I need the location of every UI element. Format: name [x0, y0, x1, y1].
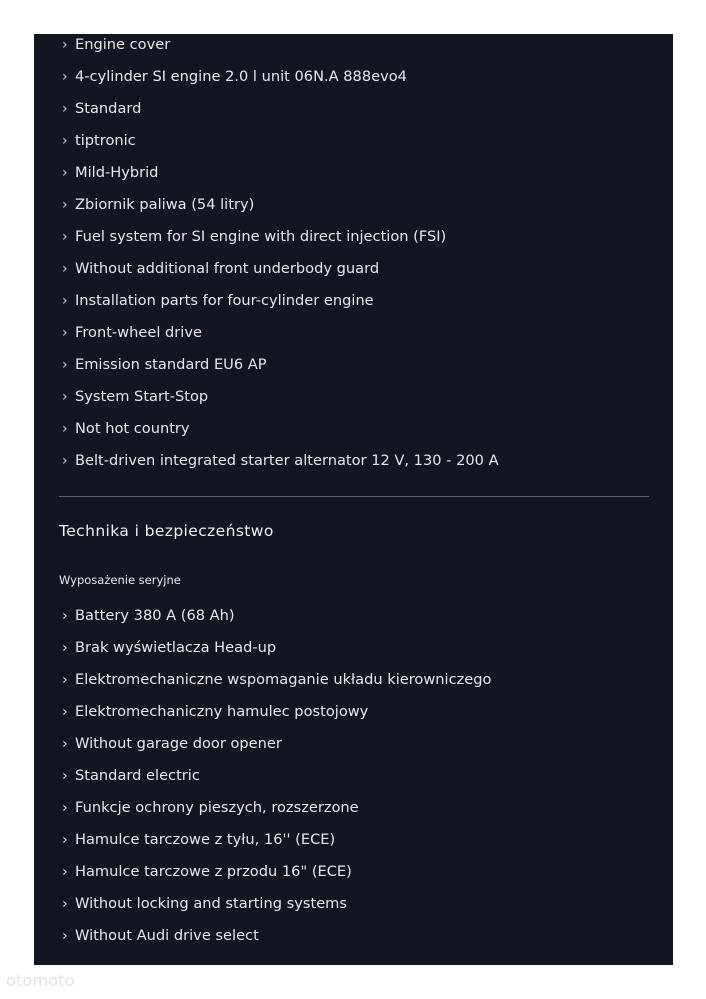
chevron-right-icon: ›	[62, 768, 68, 784]
list-item	[62, 450, 662, 482]
list-item-label: Funkcje ochrony pieszych, rozszerzone	[75, 799, 359, 816]
list-item-label: Without Audi drive select	[75, 927, 259, 944]
list-item-label: Without garage door opener	[75, 735, 282, 752]
chevron-right-icon: ›	[62, 261, 68, 277]
list-item	[62, 98, 662, 130]
list-item	[62, 925, 662, 957]
list-item	[62, 669, 662, 701]
watermark-logo: otomoto	[6, 971, 75, 990]
section-divider	[59, 496, 649, 497]
chevron-right-icon: ›	[62, 736, 68, 752]
list-item	[62, 829, 662, 861]
chevron-right-icon: ›	[62, 197, 68, 213]
list-item	[62, 765, 662, 797]
chevron-right-icon: ›	[62, 800, 68, 816]
list-item	[62, 893, 662, 925]
list-item-label: tiptronic	[75, 132, 136, 149]
chevron-right-icon: ›	[62, 672, 68, 688]
list-item-label: Engine cover	[75, 36, 171, 53]
list-item	[62, 605, 662, 637]
chevron-right-icon: ›	[62, 325, 68, 341]
list-item-label: System Start-Stop	[75, 388, 209, 405]
list-item-label: Not hot country	[75, 420, 190, 437]
list-item-label: Front-wheel drive	[75, 324, 202, 341]
equipment-panel	[34, 34, 673, 965]
list-item	[62, 701, 662, 733]
list-item	[62, 66, 662, 98]
list-item	[62, 418, 662, 450]
tech-equipment-list	[62, 605, 662, 957]
list-item-label: Zbiornik paliwa (54 litry)	[75, 196, 255, 213]
chevron-right-icon: ›	[62, 453, 68, 469]
chevron-right-icon: ›	[62, 37, 68, 53]
engine-equipment-list	[62, 34, 662, 482]
list-item-label: Elektromechaniczny hamulec postojowy	[75, 703, 369, 720]
list-item-label: Mild-Hybrid	[75, 164, 159, 181]
chevron-right-icon: ›	[62, 357, 68, 373]
list-item-label: Hamulce tarczowe z przodu 16" (ECE)	[75, 863, 352, 880]
chevron-right-icon: ›	[62, 896, 68, 912]
list-item	[62, 861, 662, 893]
list-item	[62, 258, 662, 290]
chevron-right-icon: ›	[62, 293, 68, 309]
list-item	[62, 322, 662, 354]
list-item	[62, 290, 662, 322]
list-item	[62, 194, 662, 226]
list-item-label: Standard	[75, 100, 142, 117]
list-item-label: 4-cylinder SI engine 2.0 l unit 06N.A 888evo4	[75, 68, 407, 85]
chevron-right-icon: ›	[62, 101, 68, 117]
subsection-label: Wyposażenie seryjne	[59, 573, 181, 587]
chevron-right-icon: ›	[62, 133, 68, 149]
chevron-right-icon: ›	[62, 69, 68, 85]
list-item	[62, 34, 662, 66]
list-item-label: Elektromechaniczne wspomaganie układu kierowniczego	[75, 671, 492, 688]
list-item-label: Brak wyświetlacza Head-up	[75, 639, 277, 656]
chevron-right-icon: ›	[62, 229, 68, 245]
list-item	[62, 733, 662, 765]
list-item-label: Emission standard EU6 AP	[75, 356, 267, 373]
chevron-right-icon: ›	[62, 165, 68, 181]
list-item	[62, 226, 662, 258]
list-item	[62, 797, 662, 829]
chevron-right-icon: ›	[62, 832, 68, 848]
chevron-right-icon: ›	[62, 421, 68, 437]
chevron-right-icon: ›	[62, 389, 68, 405]
list-item	[62, 386, 662, 418]
chevron-right-icon: ›	[62, 608, 68, 624]
list-item-label: Battery 380 A (68 Ah)	[75, 607, 235, 624]
chevron-right-icon: ›	[62, 928, 68, 944]
chevron-right-icon: ›	[62, 640, 68, 656]
list-item-label: Without locking and starting systems	[75, 895, 347, 912]
list-item-label: Fuel system for SI engine with direct injection (FSI)	[75, 228, 447, 245]
list-item-label: Belt-driven integrated starter alternator 12 V, 130 - 200 A	[75, 452, 499, 469]
list-item	[62, 637, 662, 669]
list-item-label: Hamulce tarczowe z tyłu, 16'' (ECE)	[75, 831, 336, 848]
list-item	[62, 130, 662, 162]
chevron-right-icon: ›	[62, 864, 68, 880]
section-title: Technika i bezpieczeństwo	[59, 522, 274, 540]
list-item-label: Installation parts for four-cylinder engine	[75, 292, 374, 309]
list-item	[62, 354, 662, 386]
chevron-right-icon: ›	[62, 704, 68, 720]
list-item	[62, 162, 662, 194]
list-item-label: Standard electric	[75, 767, 200, 784]
list-item-label: Without additional front underbody guard	[75, 260, 380, 277]
